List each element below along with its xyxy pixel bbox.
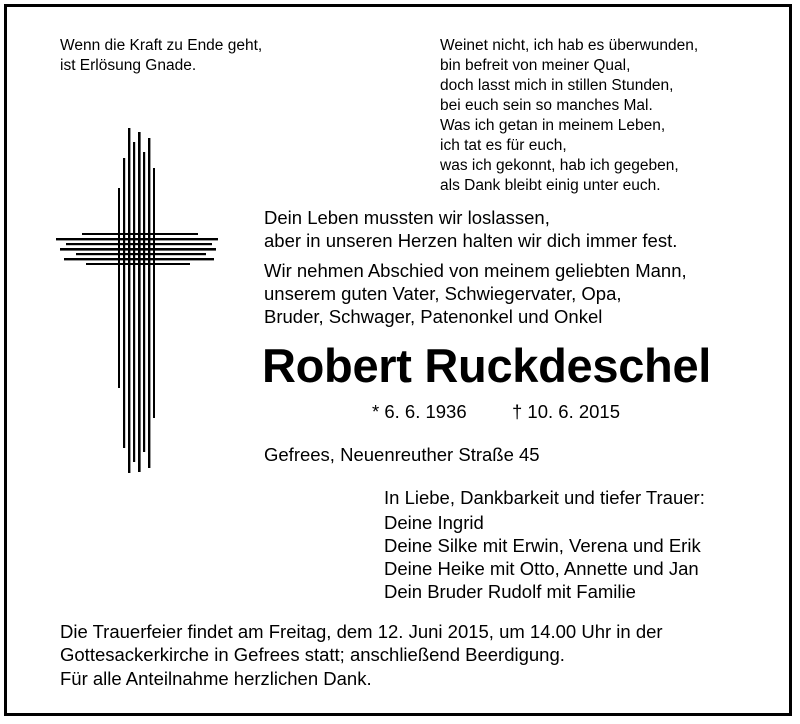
- memorial-cross-icon: [56, 128, 218, 478]
- farewell-text: [264, 259, 687, 328]
- verse-right-line: bin befreit von meiner Qual,: [440, 57, 631, 74]
- mourner-name: Deine Silke mit Erwin, Verena und Erik: [384, 535, 701, 556]
- verse-right-line: ich tat es für euch,: [440, 137, 567, 154]
- intro-text: [264, 206, 677, 252]
- funeral-info: [60, 620, 663, 666]
- mourner-name: Deine Heike mit Otto, Annette und Jan: [384, 558, 699, 579]
- intro-line: aber in unseren Herzen halten wir dich immer fest.: [264, 230, 678, 251]
- verse-left-line: ist Erlösung Gnade.: [60, 57, 197, 74]
- verse-right-line: was ich gekonnt, hab ich gegeben,: [440, 157, 679, 174]
- verse-right-line: als Dank bleibt einig unter euch.: [440, 177, 661, 194]
- death-date: † 10. 6. 2015: [512, 401, 621, 422]
- farewell-line: Bruder, Schwager, Patenonkel und Onkel: [264, 306, 603, 327]
- birth-date: * 6. 6. 1936: [372, 401, 467, 422]
- funeral-line: Gottesackerkirche in Gefrees statt; anschließend Beerdigung.: [60, 644, 565, 665]
- verse-right: [440, 36, 698, 196]
- farewell-line: Wir nehmen Abschied von meinem geliebten Mann,: [264, 260, 687, 281]
- mourners-heading: In Liebe, Dankbarkeit und tiefer Trauer:: [384, 487, 705, 508]
- intro-line: Dein Leben mussten wir loslassen,: [264, 207, 550, 228]
- verse-right-line: doch lasst mich in stillen Stunden,: [440, 77, 674, 94]
- thanks-text: Für alle Anteilnahme herzlichen Dank.: [60, 668, 372, 689]
- verse-left: [60, 36, 262, 76]
- mourner-name: Dein Bruder Rudolf mit Familie: [384, 581, 636, 602]
- address: Gefrees, Neuenreuther Straße 45: [264, 444, 540, 465]
- mourners-list: [384, 511, 701, 603]
- mourner-name: Deine Ingrid: [384, 512, 484, 533]
- farewell-line: unserem guten Vater, Schwiegervater, Opa,: [264, 283, 622, 304]
- deceased-name: Robert Ruckdeschel: [262, 339, 712, 392]
- verse-right-line: Weinet nicht, ich hab es überwunden,: [440, 37, 699, 54]
- funeral-line: Die Trauerfeier findet am Freitag, dem 12. Juni 2015, um 14.00 Uhr in der: [60, 621, 663, 642]
- verse-left-line: Wenn die Kraft zu Ende geht,: [60, 37, 263, 54]
- verse-right-line: Was ich getan in meinem Leben,: [440, 117, 666, 134]
- verse-right-line: bei euch sein so manches Mal.: [440, 97, 653, 114]
